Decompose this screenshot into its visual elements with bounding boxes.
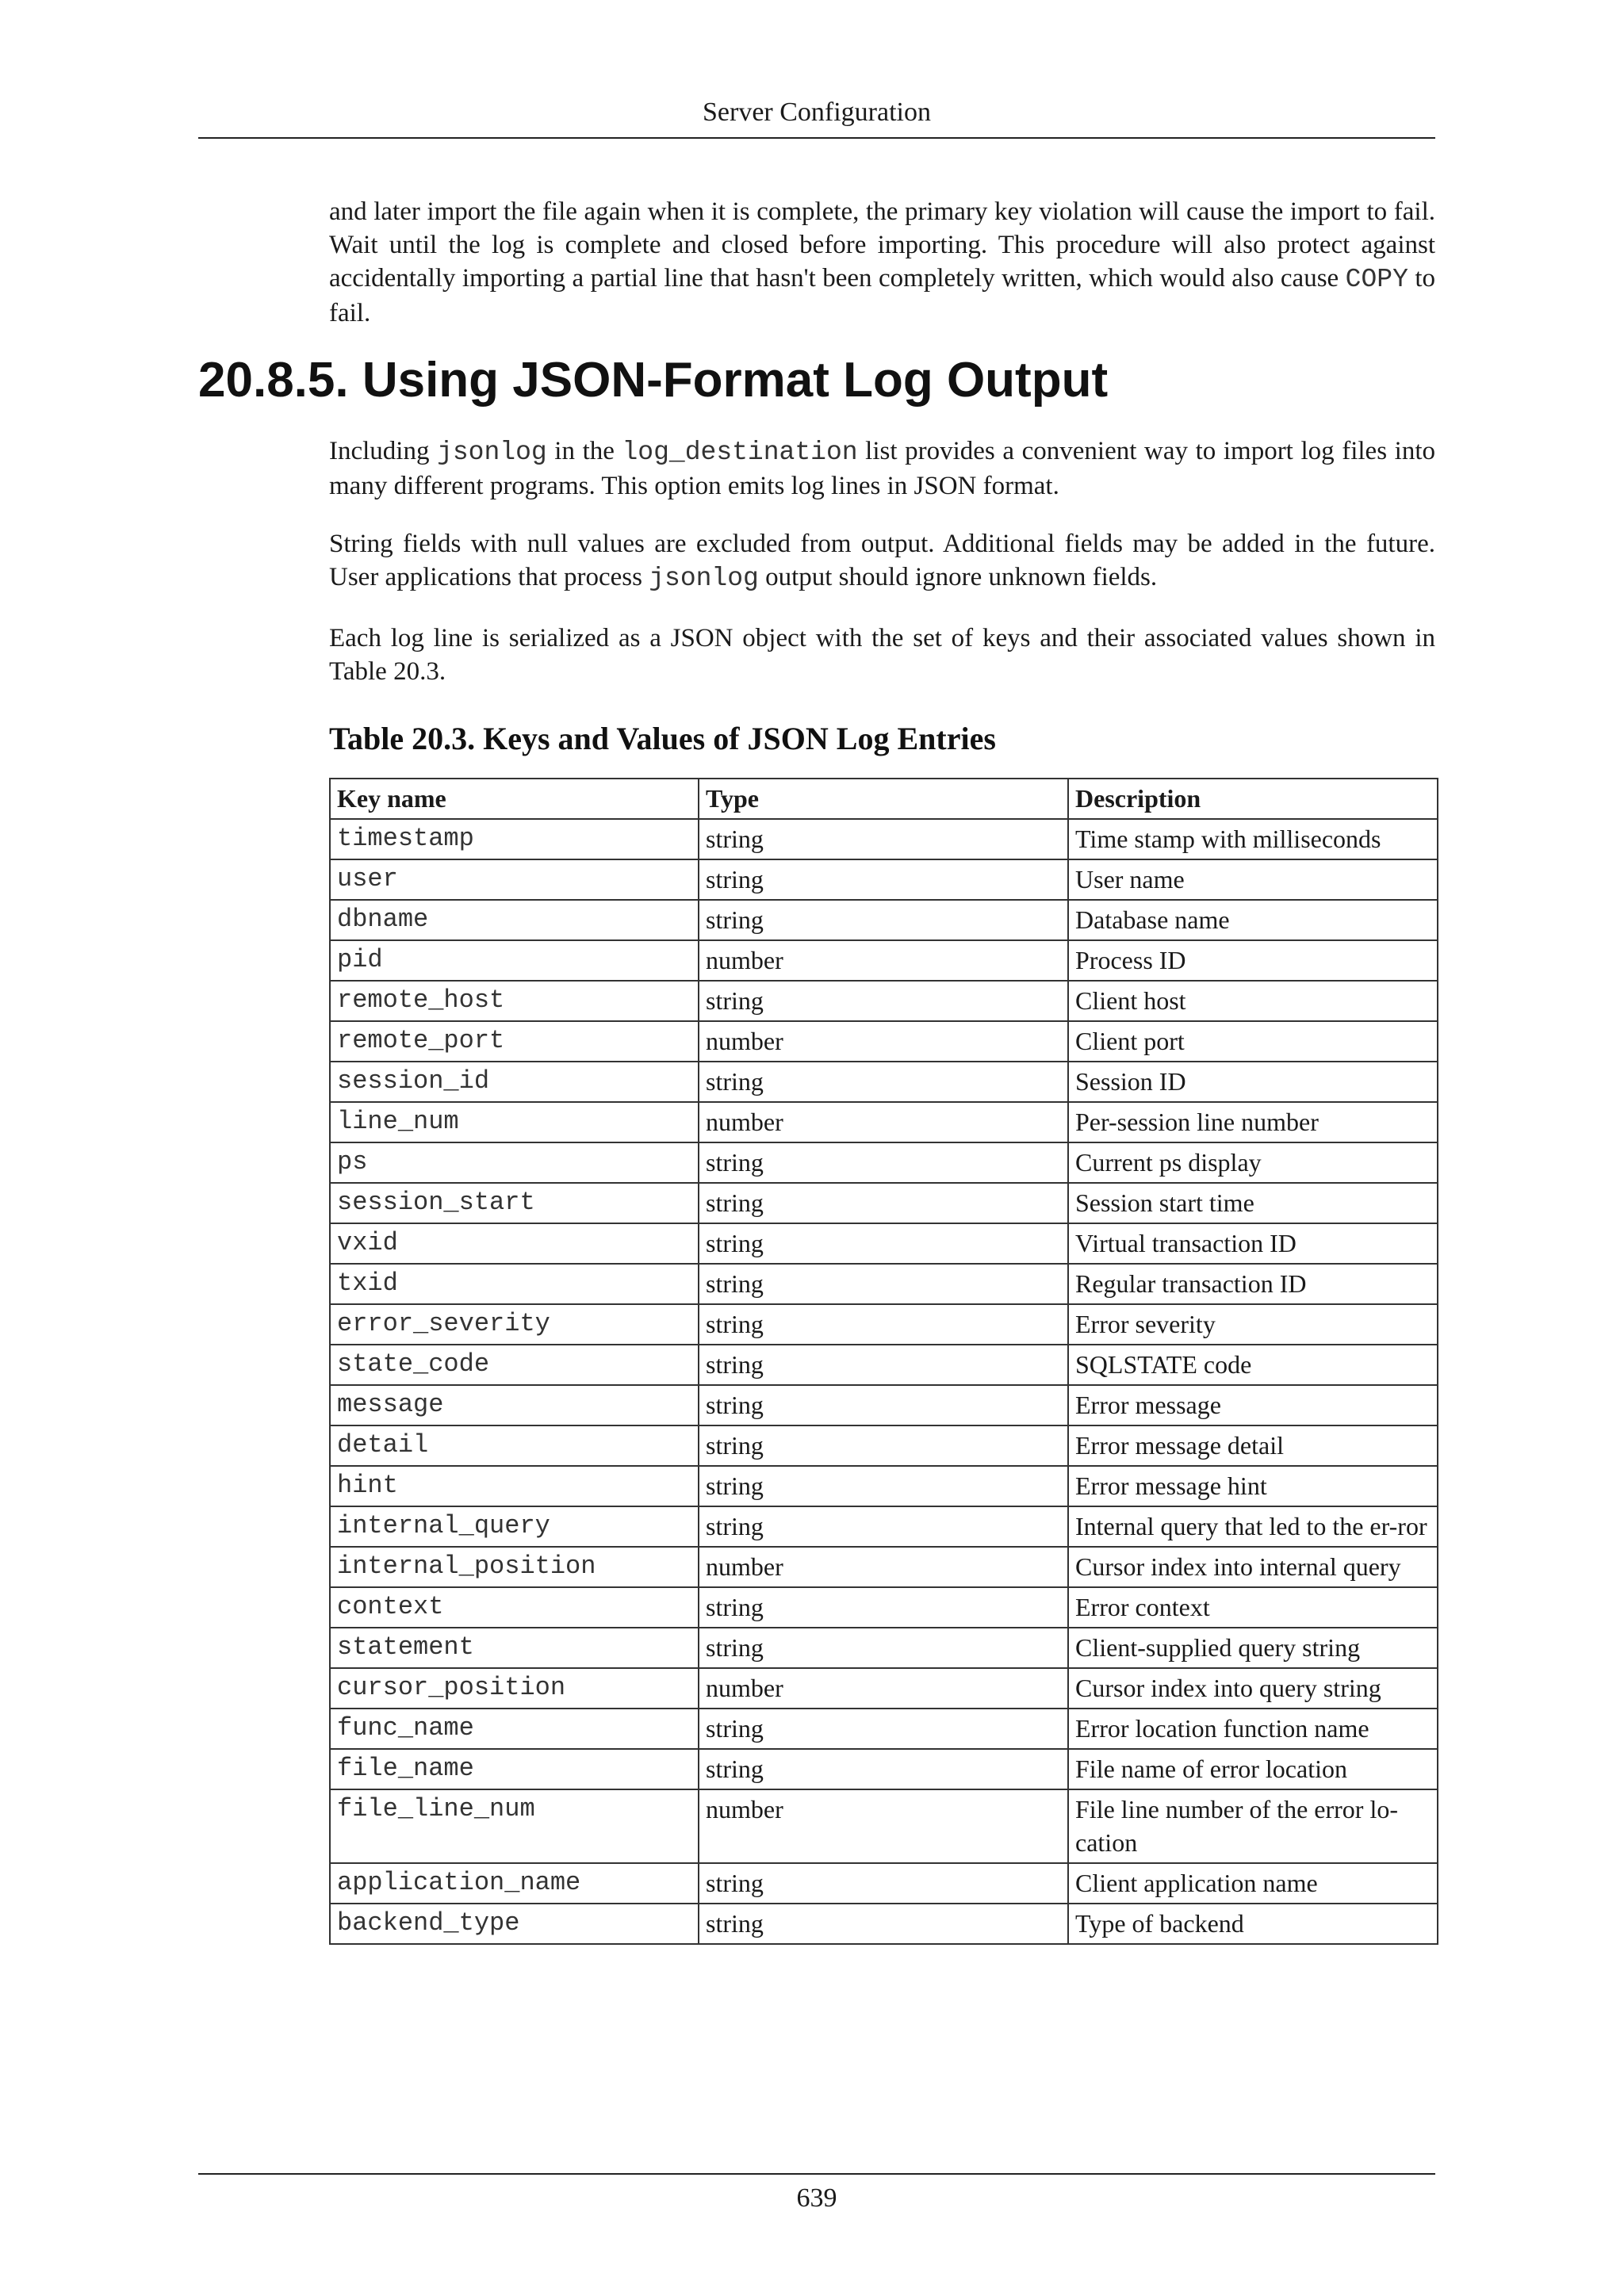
running-header: Server Configuration bbox=[703, 98, 931, 127]
table-row bbox=[330, 1668, 1438, 1709]
table-row bbox=[330, 1863, 1438, 1904]
key-name-cell: line_num bbox=[330, 1102, 699, 1142]
footer-rule bbox=[198, 2173, 1435, 2175]
key-name-cell: backend_type bbox=[330, 1904, 699, 1944]
description-cell: Session ID bbox=[1068, 1062, 1438, 1102]
table-row bbox=[330, 900, 1438, 940]
type-cell: string bbox=[699, 1863, 1068, 1904]
paragraph-3-block bbox=[329, 622, 1435, 688]
description-cell: Database name bbox=[1068, 900, 1438, 940]
description-cell: Client host bbox=[1068, 981, 1438, 1021]
table-title: Table 20.3. Keys and Values of JSON Log Entries bbox=[329, 721, 996, 756]
table-row bbox=[330, 1904, 1438, 1944]
key-name-cell: statement bbox=[330, 1628, 699, 1668]
paragraph-1 bbox=[329, 434, 1435, 503]
type-cell: string bbox=[699, 1709, 1068, 1749]
type-cell: string bbox=[699, 1628, 1068, 1668]
table-row bbox=[330, 1183, 1438, 1223]
page-number: 639 bbox=[796, 2183, 837, 2213]
key-name-cell: txid bbox=[330, 1264, 699, 1304]
description-cell: Client port bbox=[1068, 1021, 1438, 1062]
type-cell: string bbox=[699, 1506, 1068, 1547]
description-cell: Error message bbox=[1068, 1385, 1438, 1425]
key-name-cell: application_name bbox=[330, 1863, 699, 1904]
description-cell: Error severity bbox=[1068, 1304, 1438, 1345]
type-cell: string bbox=[699, 1062, 1068, 1102]
description-cell: Cursor index into internal query bbox=[1068, 1547, 1438, 1587]
table-row bbox=[330, 1345, 1438, 1385]
description-cell: File line number of the error lo-cation bbox=[1068, 1789, 1438, 1863]
paragraph-1-block bbox=[329, 434, 1435, 503]
table-row bbox=[330, 1304, 1438, 1345]
description-cell: Error message hint bbox=[1068, 1466, 1438, 1506]
table-row bbox=[330, 1102, 1438, 1142]
intro-text-after: to fail. bbox=[329, 264, 1435, 327]
header-rule bbox=[198, 137, 1435, 139]
type-cell: string bbox=[699, 1304, 1068, 1345]
table-row bbox=[330, 1506, 1438, 1547]
key-name-cell: session_id bbox=[330, 1062, 699, 1102]
description-cell: Per-session line number bbox=[1068, 1102, 1438, 1142]
type-cell: string bbox=[699, 1264, 1068, 1304]
column-header-key-name: Key name bbox=[330, 779, 699, 819]
table-row bbox=[330, 1466, 1438, 1506]
type-cell: number bbox=[699, 1021, 1068, 1062]
key-name-cell: vxid bbox=[330, 1223, 699, 1264]
paragraph-3: Each log line is serialized as a JSON object with the set of keys and their associated values shown in Table 20.3. bbox=[329, 624, 1435, 686]
intro-text-before: and later import the file again when it is complete, the primary key violation will cause the import to fail. Wait until the log is complete and closed before importing. This procedure will also protect against accidentally importing a partial line that hasn't been completely written, which would also cause bbox=[329, 197, 1435, 293]
table-row bbox=[330, 1142, 1438, 1183]
description-cell: Session start time bbox=[1068, 1183, 1438, 1223]
p1-text-1: Including bbox=[329, 437, 438, 465]
description-cell: Current ps display bbox=[1068, 1142, 1438, 1183]
key-name-cell: state_code bbox=[330, 1345, 699, 1385]
key-name-cell: context bbox=[330, 1587, 699, 1628]
type-cell: string bbox=[699, 981, 1068, 1021]
description-cell: Regular transaction ID bbox=[1068, 1264, 1438, 1304]
key-name-cell: remote_host bbox=[330, 981, 699, 1021]
key-name-cell: detail bbox=[330, 1425, 699, 1466]
table-row bbox=[330, 1749, 1438, 1789]
key-name-cell: file_name bbox=[330, 1749, 699, 1789]
key-name-cell: session_start bbox=[330, 1183, 699, 1223]
p2-text-1: String fields with null values are excluded from output. Additional fields may be added in the future. User applications that process bbox=[329, 530, 1435, 591]
type-cell: string bbox=[699, 1466, 1068, 1506]
description-cell: Error context bbox=[1068, 1587, 1438, 1628]
paragraph-2 bbox=[329, 527, 1435, 595]
description-cell: File name of error location bbox=[1068, 1749, 1438, 1789]
column-header-description: Description bbox=[1068, 779, 1438, 819]
table-row bbox=[330, 859, 1438, 900]
intro-paragraph-block bbox=[329, 195, 1435, 330]
description-cell: SQLSTATE code bbox=[1068, 1345, 1438, 1385]
table-row bbox=[330, 1062, 1438, 1102]
table-body bbox=[330, 819, 1438, 1944]
table-row bbox=[330, 1385, 1438, 1425]
p1-text-2: in the bbox=[546, 437, 622, 465]
type-cell: number bbox=[699, 1547, 1068, 1587]
description-cell: Error location function name bbox=[1068, 1709, 1438, 1749]
description-cell: Client-supplied query string bbox=[1068, 1628, 1438, 1668]
table-header-row bbox=[330, 779, 1438, 819]
description-cell: Error message detail bbox=[1068, 1425, 1438, 1466]
key-name-cell: remote_port bbox=[330, 1021, 699, 1062]
key-name-cell: ps bbox=[330, 1142, 699, 1183]
table-row bbox=[330, 1425, 1438, 1466]
p1-code-jsonlog: jsonlog bbox=[437, 438, 547, 467]
table-row bbox=[330, 1223, 1438, 1264]
key-name-cell: user bbox=[330, 859, 699, 900]
section-heading: 20.8.5. Using JSON-Format Log Output bbox=[198, 353, 1109, 408]
type-cell: string bbox=[699, 1749, 1068, 1789]
type-cell: string bbox=[699, 1385, 1068, 1425]
key-name-cell: hint bbox=[330, 1466, 699, 1506]
paragraph-2-block bbox=[329, 527, 1435, 595]
p2-code-jsonlog: jsonlog bbox=[649, 564, 759, 593]
column-header-type: Type bbox=[699, 779, 1068, 819]
table-row bbox=[330, 1628, 1438, 1668]
key-name-cell: timestamp bbox=[330, 819, 699, 859]
key-name-cell: file_line_num bbox=[330, 1789, 699, 1863]
key-name-cell: error_severity bbox=[330, 1304, 699, 1345]
table-row bbox=[330, 940, 1438, 981]
type-cell: number bbox=[699, 940, 1068, 981]
json-log-keys-table bbox=[329, 778, 1438, 1945]
type-cell: string bbox=[699, 1587, 1068, 1628]
table-row bbox=[330, 1264, 1438, 1304]
key-name-cell: func_name bbox=[330, 1709, 699, 1749]
description-cell: Process ID bbox=[1068, 940, 1438, 981]
table-row bbox=[330, 819, 1438, 859]
table-row bbox=[330, 1547, 1438, 1587]
type-cell: string bbox=[699, 1223, 1068, 1264]
p1-code-log-destination: log_destination bbox=[622, 438, 858, 467]
type-cell: string bbox=[699, 1142, 1068, 1183]
table-row bbox=[330, 1021, 1438, 1062]
type-cell: string bbox=[699, 859, 1068, 900]
type-cell: string bbox=[699, 1904, 1068, 1944]
description-cell: Client application name bbox=[1068, 1863, 1438, 1904]
type-cell: string bbox=[699, 1183, 1068, 1223]
intro-code-copy: COPY bbox=[1345, 265, 1408, 294]
intro-paragraph bbox=[329, 195, 1435, 330]
table-row bbox=[330, 1587, 1438, 1628]
table-row bbox=[330, 981, 1438, 1021]
type-cell: string bbox=[699, 900, 1068, 940]
table-row bbox=[330, 1709, 1438, 1749]
type-cell: string bbox=[699, 1345, 1068, 1385]
description-cell: Virtual transaction ID bbox=[1068, 1223, 1438, 1264]
description-cell: Type of backend bbox=[1068, 1904, 1438, 1944]
p2-text-2: output should ignore unknown fields. bbox=[758, 563, 1158, 591]
key-name-cell: pid bbox=[330, 940, 699, 981]
key-name-cell: internal_query bbox=[330, 1506, 699, 1547]
description-cell: Time stamp with milliseconds bbox=[1068, 819, 1438, 859]
key-name-cell: message bbox=[330, 1385, 699, 1425]
p1-text-3: list provides a convenient way to import log files into many different programs. This option emits log lines in JSON format. bbox=[329, 437, 1435, 500]
type-cell: number bbox=[699, 1668, 1068, 1709]
key-name-cell: cursor_position bbox=[330, 1668, 699, 1709]
type-cell: string bbox=[699, 819, 1068, 859]
type-cell: number bbox=[699, 1789, 1068, 1863]
key-name-cell: internal_position bbox=[330, 1547, 699, 1587]
type-cell: number bbox=[699, 1102, 1068, 1142]
description-cell: Internal query that led to the er-ror bbox=[1068, 1506, 1438, 1547]
key-name-cell: dbname bbox=[330, 900, 699, 940]
table-row bbox=[330, 1789, 1438, 1863]
description-cell: User name bbox=[1068, 859, 1438, 900]
description-cell: Cursor index into query string bbox=[1068, 1668, 1438, 1709]
type-cell: string bbox=[699, 1425, 1068, 1466]
